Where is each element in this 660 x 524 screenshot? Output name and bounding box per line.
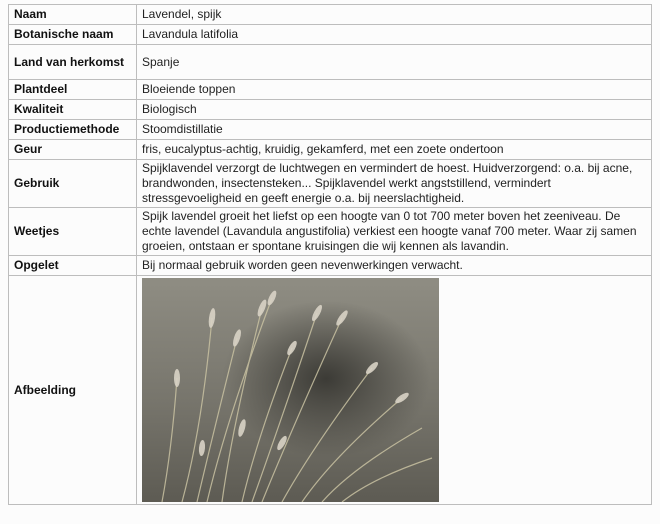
row-label-gebruik: Gebruik (9, 160, 137, 208)
table-row (9, 140, 652, 160)
row-value-naam: Lavendel, spijk (137, 5, 652, 25)
row-value-productiemethode: Stoomdistillatie (137, 120, 652, 140)
table-row (9, 120, 652, 140)
table-row (9, 5, 652, 25)
table-row (9, 208, 652, 256)
row-value-gebruik: Spijklavendel verzorgt de luchtwegen en vermindert de hoest. Huidverzorgend: o.a. bij acne, brandwonden, insectensteken... Spijklavendel werkt angststillend, vermindert stressgevoeligheid en geeft energie o.a. bij neerslachtigheid. (137, 160, 652, 208)
row-label-naam: Naam (9, 5, 137, 25)
row-value-plantdeel: Bloeiende toppen (137, 80, 652, 100)
table-row (9, 160, 652, 208)
row-value-botanische-naam: Lavandula latifolia (137, 25, 652, 45)
row-label-weetjes: Weetjes (9, 208, 137, 256)
table-row (9, 276, 652, 505)
lavender-photo (142, 278, 439, 502)
row-value-geur: fris, eucalyptus-achtig, kruidig, gekamferd, met een zoete ondertoon (137, 140, 652, 160)
row-label-botanische-naam: Botanische naam (9, 25, 137, 45)
row-value-opgelet: Bij normaal gebruik worden geen nevenwerkingen verwacht. (137, 256, 652, 276)
row-label-land-van-herkomst: Land van herkomst (9, 45, 137, 80)
table-row (9, 45, 652, 80)
table-row (9, 80, 652, 100)
table-row (9, 256, 652, 276)
spec-table (8, 4, 652, 505)
row-label-plantdeel: Plantdeel (9, 80, 137, 100)
row-value-kwaliteit: Biologisch (137, 100, 652, 120)
row-label-afbeelding: Afbeelding (9, 276, 137, 505)
row-value-land-van-herkomst: Spanje (137, 45, 652, 80)
row-label-opgelet: Opgelet (9, 256, 137, 276)
row-value-weetjes: Spijk lavendel groeit het liefst op een hoogte van 0 tot 700 meter boven het zeeniveau. De echte lavendel (Lavandula angustifolia) verkiest een hoogte vanaf 700 meter. Waar zij samen groeien, ontstaan er spontane kruisingen die wij kennen als lavandin. (137, 208, 652, 256)
row-value-afbeelding (137, 276, 652, 505)
row-label-geur: Geur (9, 140, 137, 160)
table-row (9, 25, 652, 45)
table-row (9, 100, 652, 120)
row-label-kwaliteit: Kwaliteit (9, 100, 137, 120)
row-label-productiemethode: Productiemethode (9, 120, 137, 140)
